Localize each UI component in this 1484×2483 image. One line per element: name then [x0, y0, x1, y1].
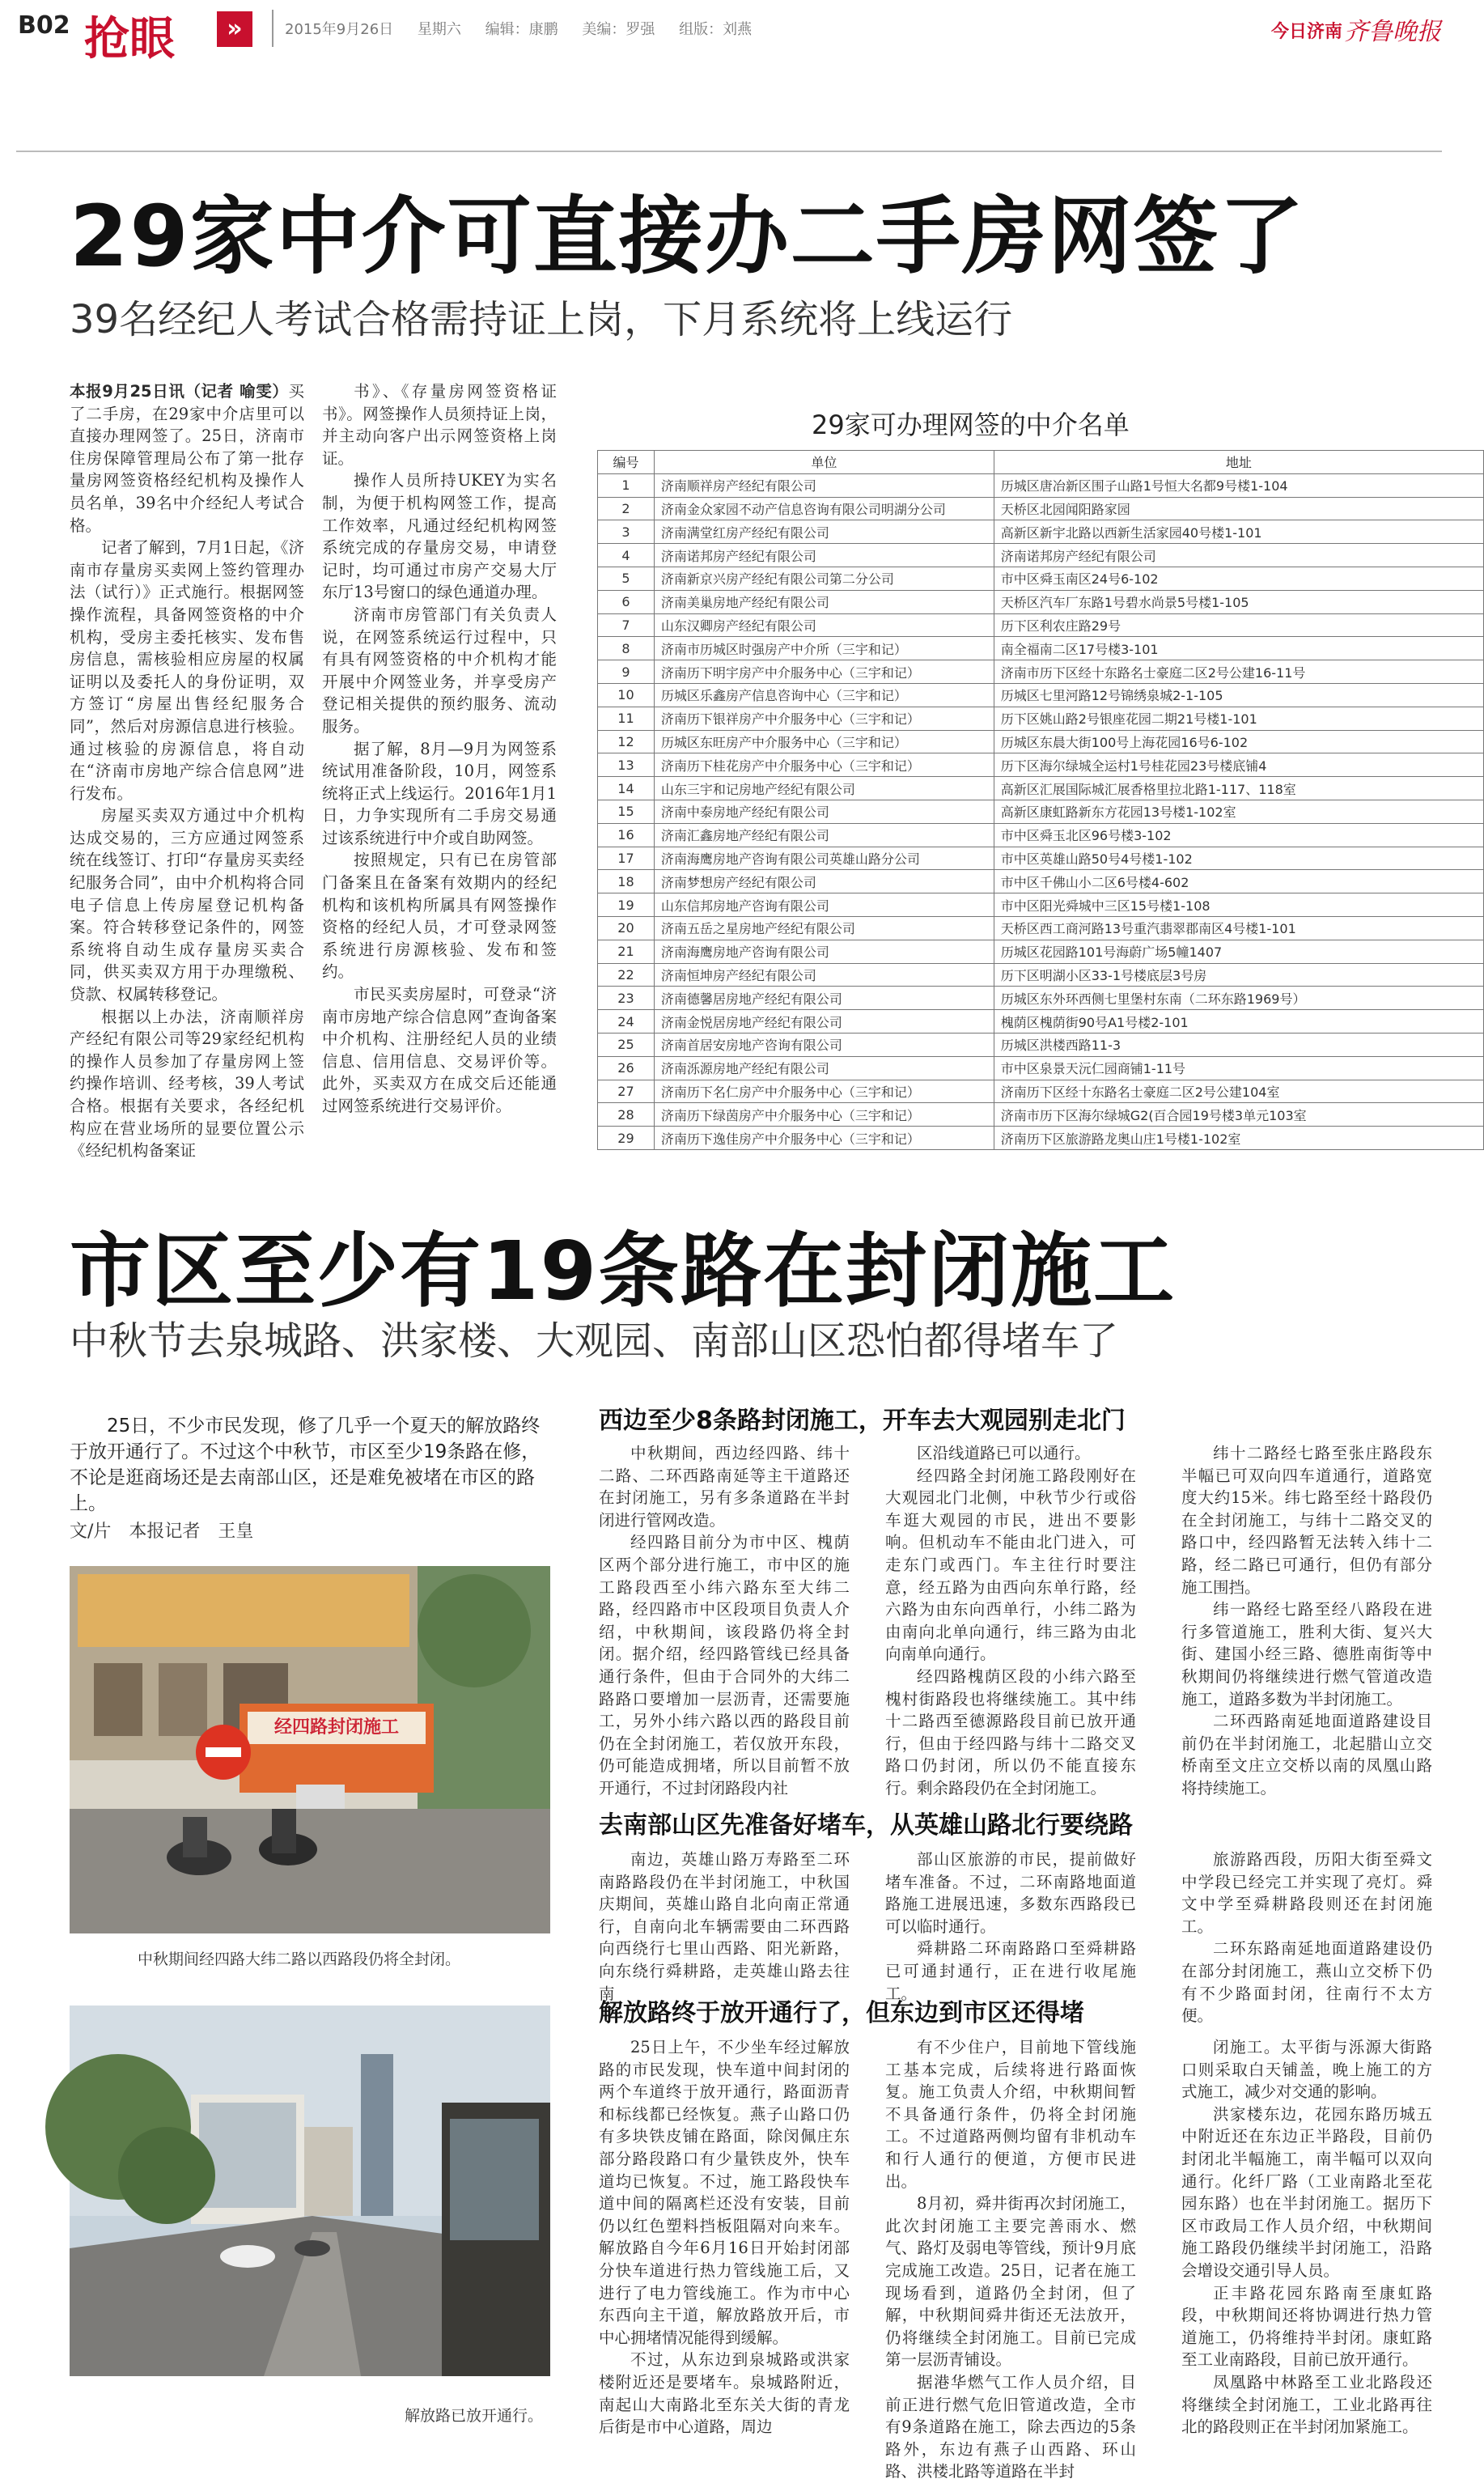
table-row [598, 730, 1484, 753]
row-number-cell: 19 [598, 893, 655, 917]
address-cell: 槐荫区槐荫街90号A1号楼2-101 [994, 1010, 1483, 1034]
table-row [598, 497, 1484, 520]
address-cell: 历城区东晨大街100号上海花园16号6-102 [994, 730, 1483, 753]
section-c-column-2 [885, 2036, 1136, 2483]
paragraph: 二环西路南延地面道路建设目前仍在半封闭施工，北起腊山立交桥南至文庄立交桥以南的凤凰山路将持续施工。 [1181, 1712, 1432, 1798]
paragraph-text: 买了二手房，在29家中介店里可以直接办理网签了。25日，济南市住房保障管理局公布了第一批存量房网签资格经纪机构及操作人员名单，39名中介经纪人考试合格。 [70, 382, 304, 535]
table-row [598, 823, 1484, 847]
row-number-cell: 28 [598, 1103, 655, 1127]
agency-name-cell: 济南历下逸佳房产中介服务中心（三宇和记） [654, 1127, 994, 1150]
address-cell: 济南诺邦房产经纪有限公司 [994, 544, 1483, 567]
table-row [598, 473, 1484, 497]
table-header: 单位 [654, 451, 994, 474]
table-row [598, 1010, 1484, 1034]
row-number-cell: 29 [598, 1127, 655, 1150]
section-c-column-3 [1181, 2036, 1432, 2438]
address-cell: 历城区唐冶新区围子山路1号恒大名都9号楼1-104 [994, 473, 1483, 497]
table-header: 编号 [598, 451, 655, 474]
section-name: 抢眼 [84, 13, 175, 66]
table-header-row [598, 451, 1484, 474]
address-cell: 历城区东外环西侧七里堡村东南（二环东路1969号） [994, 987, 1483, 1010]
table-row [598, 940, 1484, 963]
paragraph [70, 380, 304, 537]
address-cell: 南全福南二区17号楼3-101 [994, 637, 1483, 660]
row-number-cell: 11 [598, 707, 655, 730]
column-tag: 今日济南 [1270, 22, 1342, 42]
paragraph: 根据以上办法，济南顺祥房产经纪有限公司等29家经纪机构的操作人员参加了存量房网上签约操作培训、经考核，39人考试合格。根据有关要求，各经纪机构应在营业场所的显要位置公示《经纪机构备案证 [70, 1007, 304, 1161]
paragraph: 闭施工。太平街与泺源大街路口则采取白天铺盖，晚上施工的方式施工，减少对交通的影响。 [1181, 2038, 1432, 2102]
row-number-cell: 26 [598, 1056, 655, 1080]
table-row [598, 613, 1484, 637]
table-row [598, 963, 1484, 987]
article1-headline: 29家中介可直接办二手房网签了 [70, 187, 1305, 286]
section-b-title: 去南部山区先准备好堵车，从英雄山路北行要绕路 [599, 1811, 1133, 1840]
section-c-title: 解放路终于放开通行了，但东边到市区还得堵 [599, 1999, 1084, 2027]
address-cell: 市中区千佛山小二区6号楼4-602 [994, 870, 1483, 893]
address-cell: 历城区花园路101号海蔚广场5幢1407 [994, 940, 1483, 963]
agency-name-cell: 济南历下名仁房产中介服务中心（三宇和记） [654, 1080, 994, 1103]
row-number-cell: 3 [598, 520, 655, 544]
photo-road-closure [70, 1566, 550, 1933]
row-number-cell: 2 [598, 497, 655, 520]
issue-designer: 美编：罗强 [582, 21, 655, 38]
address-cell: 历下区海尔绿城全运村1号桂花园23号楼底铺4 [994, 753, 1483, 777]
agency-name-cell: 济南历下银祥房产中介服务中心（三宇和记） [654, 707, 994, 730]
table-row [598, 777, 1484, 800]
masthead [0, 0, 1459, 65]
address-cell: 高新区康虹路新东方花园13号楼1-102室 [994, 800, 1483, 823]
address-cell: 天桥区汽车厂东路1号碧水尚景5号楼1-105 [994, 590, 1483, 613]
top-rule [16, 151, 1442, 152]
table-row [598, 1127, 1484, 1150]
paragraph: 经四路槐荫区段的小纬六路至槐村街路段也将继续施工。其中纬十二路西至德源路段目前已放开通行，但由于经四路与纬十二路交叉路口仍封闭，所以仍不能直接东行。剩余路段仍在全封闭施工。 [885, 1666, 1136, 1798]
address-cell: 市中区舜玉北区96号楼3-102 [994, 823, 1483, 847]
paragraph: 房屋买卖双方通过中介机构达成交易的，三方应通过网签系统在线签订、打印“存量房买卖经纪服务合同”，由中介机构将合同电子信息上传房屋登记机构备案。符合转移登记条件的，网签系统将自动生成存量房买卖合同，供买卖双方用于办理缴税、贷款、权属转移登记。 [70, 806, 304, 1004]
paragraph: 区沿线道路已可以通行。 [917, 1444, 1091, 1462]
address-cell: 市中区阳光舜城中三区15号楼1-108 [994, 893, 1483, 917]
article1-subhead: 39名经纪人考试合格需持证上岗，下月系统将上线运行 [70, 297, 1013, 342]
agency-name-cell: 济南汇鑫房地产经纪有限公司 [654, 823, 994, 847]
row-number-cell: 8 [598, 637, 655, 660]
row-number-cell: 18 [598, 870, 655, 893]
paragraph: 据了解，8月—9月为网签系统试用准备阶段，10月，网签系统将正式上线运行。2016年1月1日，力争实现所有二手房交易通过该系统进行中介或自助网签。 [322, 739, 557, 847]
row-number-cell: 4 [598, 544, 655, 567]
agency-name-cell: 济南海鹰房地产咨询有限公司 [654, 940, 994, 963]
agency-name-cell: 历城区东旺房产中介服务中心（三宇和记） [654, 730, 994, 753]
paragraph: 纬一路经七路至经八路段在进行多管道施工，胜利大街、复兴大街、建国小经三路、德胜南街等中秋期间仍将继续进行燃气管道改造施工，道路多数为半封闭施工。 [1181, 1600, 1432, 1708]
address-cell: 济南市历下区海尔绿城G2(百合园19号楼3单元103室 [994, 1103, 1483, 1127]
paragraph: 南边，英雄山路万寿路至二环南路路段仍在半封闭施工，中秋国庆期间，英雄山路自北向南正常通行，自南向北车辆需要由二环西路向西绕行七里山西路、阳光新路，向东绕行舜耕路，走英雄山路去往南 [599, 1850, 850, 2003]
section-b-column-2 [885, 1848, 1136, 2005]
agency-name-cell: 济南五岳之星房地产经纪有限公司 [654, 916, 994, 940]
article2-intro: 25日，不少市民发现，修了几乎一个夏天的解放路终于放开通行了。不过这个中秋节，市区至少19条路在修，不论是逛商场还是去南部山区，还是难免被堵在市区的路上。 [70, 1416, 541, 1514]
address-cell: 历下区利农庄路29号 [994, 613, 1483, 637]
agency-name-cell: 济南市历城区时强房产中介所（三宇和记） [654, 637, 994, 660]
agency-name-cell: 济南美巢房地产经纪有限公司 [654, 590, 994, 613]
agency-name-cell: 济南泺源房地产经纪有限公司 [654, 1056, 994, 1080]
table-row [598, 567, 1484, 590]
table-row [598, 637, 1484, 660]
agency-name-cell: 济南德馨居房地产经纪有限公司 [654, 987, 994, 1010]
address-cell: 天桥区西工商河路13号重汽翡翠郡南区4号楼1-101 [994, 916, 1483, 940]
row-number-cell: 12 [598, 730, 655, 753]
paragraph: 市民买卖房屋时，可登录“济南市房地产综合信息网”查询备案中介机构、注册经纪人员的业绩信息、信用信息、交易评价等。此外，买卖双方在成交后还能通过网签系统进行交易评价。 [322, 985, 557, 1115]
article1-column-2 [322, 380, 557, 1118]
table-row [598, 1056, 1484, 1080]
address-cell: 历下区姚山路2号银座花园二期21号楼1-101 [994, 707, 1483, 730]
table-row [598, 916, 1484, 940]
page-number: B02 [18, 11, 70, 40]
agency-name-cell: 济南首居安房地产咨询有限公司 [654, 1033, 994, 1056]
table-title: 29家可办理网签的中介名单 [812, 410, 1130, 440]
agency-table [597, 450, 1484, 1150]
section-a-column-2 [885, 1442, 1136, 1800]
table-row [598, 590, 1484, 613]
row-number-cell: 27 [598, 1080, 655, 1103]
address-cell: 济南市历下区经十东路名士豪庭二区2号公建16-11号 [994, 660, 1483, 684]
article1-column-1 [70, 380, 304, 1162]
address-cell: 高新区新宇北路以西新生活家园40号楼1-101 [994, 520, 1483, 544]
row-number-cell: 16 [598, 823, 655, 847]
paragraph: 按照规定，只有已在房管部门备案且在备案有效期内的经纪机构和该机构所属具有网签操作资格的经纪人员，才可登录网签系统进行房源核验、发布和签约。 [322, 851, 557, 982]
table-row [598, 987, 1484, 1010]
table-row [598, 753, 1484, 777]
section-a-title: 西边至少8条路封闭施工，开车去大观园别走北门 [599, 1407, 1126, 1435]
table-header: 地址 [994, 451, 1483, 474]
address-cell: 济南历下区旅游路龙奥山庄1号楼1-102室 [994, 1127, 1483, 1150]
agency-name-cell: 山东三宇和记房地产经纪有限公司 [654, 777, 994, 800]
address-cell: 市中区舜玉南区24号6-102 [994, 567, 1483, 590]
agency-name-cell: 济南历下桂花房产中介服务中心（三宇和记） [654, 753, 994, 777]
agency-name-cell: 济南顺祥房产经纪有限公司 [654, 473, 994, 497]
paragraph: 经四路目前分为市中区、槐荫区两个部分进行施工，市中区的施工路段西至小纬六路东至大纬二路，经四路市中区段项目负责人介绍，中秋期间，该段路仍将全封闭。据介绍，经四路管线已经具备通行条件，但由于合同外的大纬二路路口要增加一层沥青，还需要施工，另外小纬六路以西的路段目前仍在全封闭施工，若仅放开东段，仍可能造成拥堵，所以目前暂不放开通行，不过封闭路段内社 [599, 1533, 850, 1798]
row-number-cell: 9 [598, 660, 655, 684]
photo-jiefang-road [70, 2005, 550, 2376]
address-cell: 市中区泉景天沅仁园商铺1-11号 [994, 1056, 1483, 1080]
table-row [598, 847, 1484, 870]
chevron-right-icon: » [217, 11, 252, 47]
address-cell: 历下区明湖小区33-1号楼底层3号房 [994, 963, 1483, 987]
paragraph: 25日上午，不少坐车经过解放路的市民发现，快车道中间封闭的两个车道终于放开通行，路面沥青和标线都已经恢复。燕子山路口仍有多块铁皮铺在路面，除闵佩庄东部分路段路口有少量铁皮外，快车道均已恢复。不过，施工路段快车道中间的隔离栏还没有安装，目前仍以红色塑料挡板阻隔对向来车。解放路自今年6月16日开始封闭部分快车道进行热力管线施工后，又进行了电力管线施工。作为市中心东西向主干道，解放路放开后，市中心拥堵情况能得到缓解。 [599, 2038, 850, 2347]
paragraph: 舜耕路二环南路路口至舜耕路已可通封通行，正在进行收尾施工。 [885, 1939, 1136, 2003]
article2-headline: 市区至少有19条路在封闭施工 [70, 1224, 1177, 1318]
agency-name-cell: 山东信邦房地产咨询有限公司 [654, 893, 994, 917]
row-number-cell: 15 [598, 800, 655, 823]
masthead-divider [272, 10, 273, 47]
photo1-caption: 中秋期间经四路大纬二路以西路段仍将全封闭。 [138, 1950, 461, 1968]
paragraph: 二环东路南延地面道路建设仍在部分封闭施工，燕山立交桥下仍有不少路面封闭，往南行不太方便。 [1181, 1939, 1432, 2026]
paragraph: 有不少住户，目前地下管线施工基本完成，后续将进行路面恢复。施工负责人介绍，中秋期间暂不具备通行条件，仍将全封闭施工。不过道路两侧均留有非机动车和行人通行的便道，方便市民进出。 [885, 2038, 1136, 2191]
issue-weekday: 星期六 [417, 21, 461, 38]
article2-subhead: 中秋节去泉城路、洪家楼、大观园、南部山区恐怕都得堵车了 [70, 1318, 1119, 1364]
agency-name-cell: 济南海鹰房地产咨询有限公司英雄山路分公司 [654, 847, 994, 870]
row-number-cell: 6 [598, 590, 655, 613]
paragraph: 济南市房管部门有关负责人说，在网签系统运行过程中，只有具有网签资格的中介机构才能开展中介网签业务，并享受房产登记相关提供的预约服务、流动服务。 [322, 605, 557, 736]
row-number-cell: 23 [598, 987, 655, 1010]
row-number-cell: 21 [598, 940, 655, 963]
paragraph: 操作人员所持UKEY为实名制，为便于机构网签工作，提高工作效率，凡通过经纪机构网签系统完成的存量房交易，申请登记时，均可通过市房产交易大厅东厅13号窗口的绿色通道办理。 [322, 471, 557, 602]
section-b-column-3 [1181, 1848, 1432, 2027]
table-row [598, 1103, 1484, 1127]
paragraph: 洪家楼东边，花园东路历城五中附近还在东边正半路段，目前仍封闭北半幅施工，南半幅可以双向通行。化纤厂路（工业南路北至花园东路）也在半封闭施工。据历下区市政局工作人员介绍，中秋期间施工路段仍继续半封闭施工，沿路会增设交通引导人员。 [1181, 2104, 1432, 2280]
paragraph: 部山区旅游的市民，提前做好堵车准备。不过，二环南路地面道路施工进展迅速，多数东西路段已可以临时通行。 [885, 1850, 1136, 1936]
row-number-cell: 20 [598, 916, 655, 940]
paragraph: 经四路全封闭施工路段刚好在大观园北门北侧，中秋节少行或俗车逛大观园的市民，进出不要影响。但机动车不能由北门进入，可走东门或西门。车主往行时要注意，经五路为由西向东单行路，经六路为由东向西单行，小纬二路为由南向北单向通行，纬三路为由北向南单向通行。 [885, 1466, 1136, 1664]
row-number-cell: 24 [598, 1010, 655, 1034]
address-cell: 天桥区北园闻阳路家园 [994, 497, 1483, 520]
address-cell: 历城区洪楼西路11-3 [994, 1033, 1483, 1056]
paragraph: 纬十二路经七路至张庄路段东半幅已可双向四车道通行，道路宽度大约15米。纬七路至经十路段仍在全封闭施工，与纬十二路交叉的路口中，经四路暂无法转入纬十二路，经二路已可通行，但仍有部分施工围挡。 [1181, 1444, 1432, 1597]
photo-credit: 文/片 本报记者 王皇 [70, 1522, 254, 1542]
paragraph: 据港华燃气工作人员介绍，目前正进行燃气危旧管道改造，全市有9条道路在施工，除去西边的5条路外，东边有燕子山西路、环山路、洪楼北路等道路在半封 [885, 2372, 1136, 2481]
row-number-cell: 22 [598, 963, 655, 987]
address-cell: 历城区七里河路12号锦绣泉城2-1-105 [994, 683, 1483, 707]
row-number-cell: 1 [598, 473, 655, 497]
table-row [598, 683, 1484, 707]
newspaper-logo: 齐鲁晚报 [1344, 18, 1441, 46]
table-row [598, 544, 1484, 567]
table-row [598, 893, 1484, 917]
address-cell: 济南历下区经十东路名士豪庭二区2号公建104室 [994, 1080, 1483, 1103]
section-a-column-3 [1181, 1442, 1432, 1800]
agency-name-cell: 济南历下绿茵房产中介服务中心（三宇和记） [654, 1103, 994, 1127]
photo2-caption: 解放路已放开通行。 [405, 2407, 544, 2425]
agency-name-cell: 济南中泰房地产经纪有限公司 [654, 800, 994, 823]
row-number-cell: 14 [598, 777, 655, 800]
section-c-column-1 [599, 2036, 850, 2438]
row-number-cell: 13 [598, 753, 655, 777]
agency-name-cell: 济南诺邦房产经纪有限公司 [654, 544, 994, 567]
table-row [598, 1033, 1484, 1056]
agency-name-cell: 历城区乐鑫房产信息咨询中心（三宇和记） [654, 683, 994, 707]
agency-name-cell: 济南历下明宇房产中介服务中心（三宇和记） [654, 660, 994, 684]
agency-name-cell: 济南金众家园不动产信息咨询有限公司明湖分公司 [654, 497, 994, 520]
row-number-cell: 10 [598, 683, 655, 707]
agency-name-cell: 济南满堂红房产经纪有限公司 [654, 520, 994, 544]
paragraph: 不过，从东边到泉城路或洪家楼附近还是要堵车。泉城路附近，南起山大南路北至东关大街的青龙后街是市中心道路，周边 [599, 2350, 850, 2437]
row-number-cell: 7 [598, 613, 655, 637]
table-row [598, 870, 1484, 893]
table-row [598, 660, 1484, 684]
issue-proofreader: 组版：刘燕 [679, 21, 753, 38]
agency-name-cell: 山东汉卿房产经纪有限公司 [654, 613, 994, 637]
issue-date: 2015年9月26日 [285, 21, 394, 38]
paragraph: 旅游路西段，历阳大街至舜文中学段已经完工并实现了亮灯。舜文中学至舜耕路段则还在封闭施工。 [1181, 1850, 1432, 1936]
agency-name-cell: 济南新京兴房产经纪有限公司第二分公司 [654, 567, 994, 590]
section-b-column-1 [599, 1848, 850, 2005]
row-number-cell: 17 [598, 847, 655, 870]
paragraph: 中秋期间，西边经四路、纬十二路、二环西路南延等主干道路还在封闭施工，另有多条道路在半封闭进行管网改造。 [599, 1444, 850, 1530]
paragraph: 正丰路花园东路南至康虹路段，中秋期间还将协调进行热力管道施工，仍将维持半封闭。康虹路至工业南路段，目前已放开通行。 [1181, 2283, 1432, 2370]
table-row [598, 520, 1484, 544]
section-a-column-1 [599, 1442, 850, 1800]
agency-name-cell: 济南金悦居房地产经纪有限公司 [654, 1010, 994, 1034]
address-cell: 市中区英雄山路50号4号楼1-102 [994, 847, 1483, 870]
row-number-cell: 5 [598, 567, 655, 590]
table-row [598, 800, 1484, 823]
issue-editor: 编辑：康鹏 [485, 21, 558, 38]
paragraph: 凤凰路中林路至工业北路段还将继续全封闭施工，工业北路再往北的路段则正在半封闭加紧施工。 [1181, 2372, 1432, 2437]
agency-name-cell: 济南恒坤房产经纪有限公司 [654, 963, 994, 987]
byline: 本报9月25日讯（记者 喻雯） [70, 382, 289, 401]
paragraph: 记者了解到，7月1日起，《济南市存量房买卖网上签约管理办法（试行）》正式施行。根据网签操作流程，具备网签资格的中介机构，受房主委托核实、发布售房信息，需核验相应房屋的权属证明以及委托人的身份证明，双方签订“房屋出售经纪服务合同”，然后对房源信息进行核验。通过核验的房源信息，将自动在“济南市房地产综合信息网”进行发布。 [70, 538, 304, 803]
paragraph: 8月初，舜井街再次封闭施工，此次封闭施工主要完善雨水、燃气、路灯及弱电等管线，预计9月底完成施工改造。25日，记者在施工现场看到，道路仍全封闭，但了解，中秋期间舜井街还无法放开，仍将继续全封闭施工。目前已完成第一层沥青铺设。 [885, 2194, 1136, 2370]
table-row [598, 707, 1484, 730]
paragraph: 书》、《存量房网签资格证书》。网签操作人员须持证上岗，并主动向客户出示网签资格上岗证。 [322, 382, 557, 468]
address-cell: 高新区汇展国际城汇展香格里拉北路1-117、118室 [994, 777, 1483, 800]
agency-name-cell: 济南梦想房产经纪有限公司 [654, 870, 994, 893]
table-row [598, 1080, 1484, 1103]
row-number-cell: 25 [598, 1033, 655, 1056]
issue-meta [285, 18, 771, 39]
road-sign-text: 经四路封闭施工 [273, 1717, 400, 1738]
